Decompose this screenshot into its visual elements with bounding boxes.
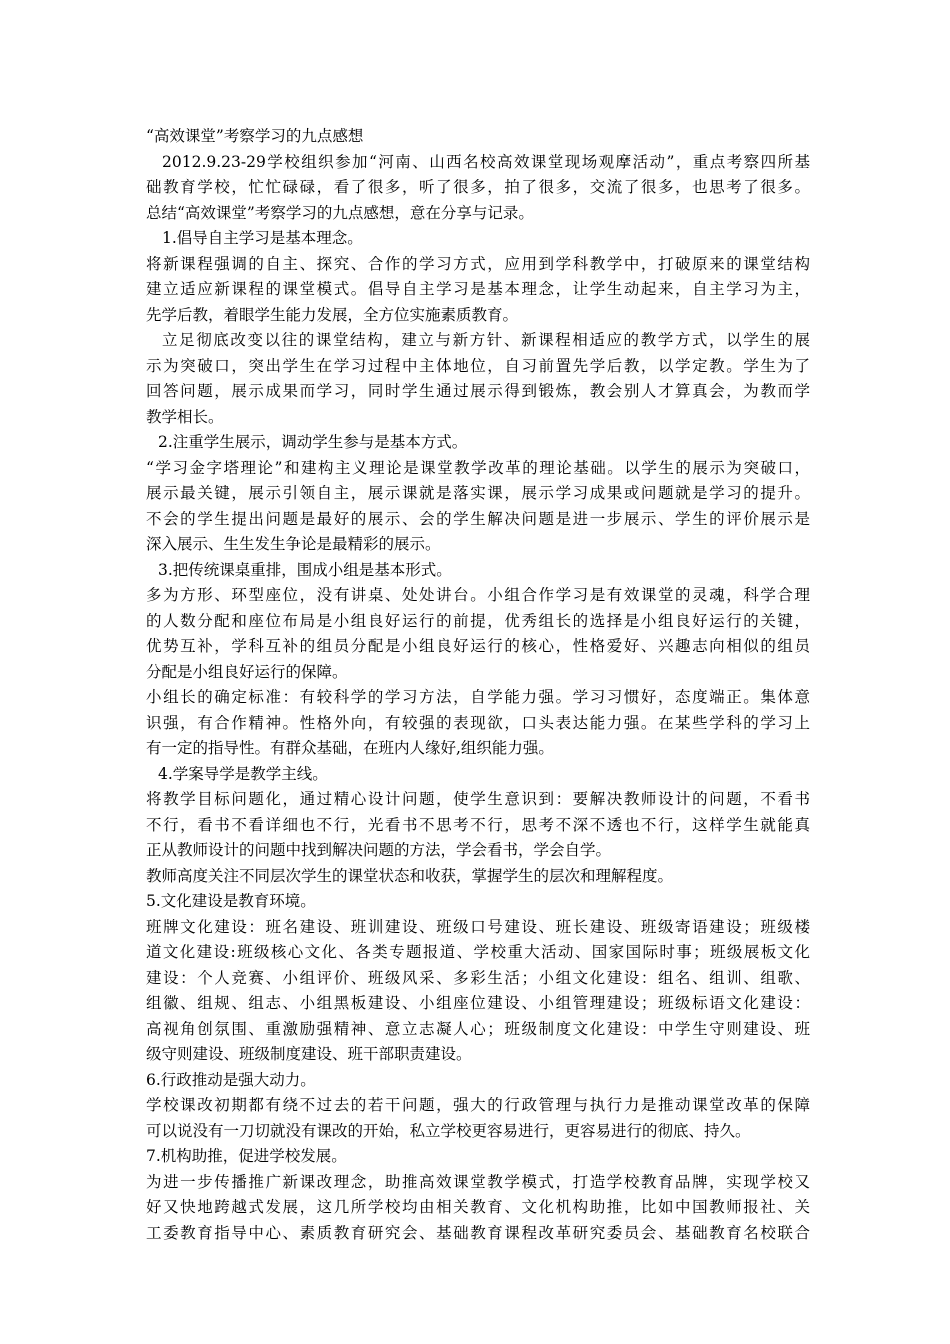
paragraph-line: 小组长的确定标准：有较科学的学习方法，自学能力强。学习习惯好，态度端正。集体意: [146, 688, 810, 706]
paragraph-line: 将新课程强调的自主、探究、合作的学习方式，应用到学科教学中，打破原来的课堂结构: [146, 254, 810, 273]
paragraph-line: 组徽、组规、组志、小组黑板建设、小组座位建设、小组管理建设；班级标语文化建设：: [146, 994, 810, 1012]
paragraph-line: 的人数分配和座位布局是小组良好运行的前提，优秀组长的选择是小组良好运行的关键，: [146, 611, 810, 630]
paragraph-line: 示为突破口，突出学生在学习过程中主体地位，自习前置先学后教，以学定教。学生为了: [146, 356, 810, 375]
section-heading: 3.把传统课桌重排，围成小组是基本形式。: [158, 560, 452, 579]
section-heading: 6.行政推动是强大动力。: [146, 1070, 316, 1089]
paragraph-line: 多为方形、环型座位，没有讲桌、处处讲台。小组合作学习是有效课堂的灵魂，科学合理: [146, 586, 810, 604]
paragraph-line: 深入展示、生生发生争论是最精彩的展示。: [146, 535, 441, 553]
paragraph-line: 础教育学校，忙忙碌碌，看了很多，听了很多，拍了很多，交流了很多，也思考了很多。: [146, 178, 810, 196]
paragraph-line: 先学后教，着眼学生能力发展，全方位实施素质教育。: [146, 305, 519, 324]
paragraph-line: 有一定的指导性。有群众基础，在班内人缘好,组织能力强。: [146, 739, 554, 757]
paragraph-line: 将教学目标问题化，通过精心设计问题，使学生意识到：要解决教师设计的问题，不看书: [146, 790, 810, 808]
paragraph-line: 优势互补，学科互补的组员分配是小组良好运行的核心，性格爱好、兴趣志向相似的组员: [146, 637, 810, 655]
section-heading: 7.机构助推，促进学校发展。: [146, 1147, 347, 1165]
paragraph-line: 教师高度关注不同层次学生的课堂状态和收获，掌握学生的层次和理解程度。: [146, 866, 674, 885]
section-heading: 1.倡导自主学习是基本理念。: [162, 229, 363, 247]
section-heading: 2.注重学生展示，调动学生参与是基本方式。: [158, 433, 468, 451]
section-heading: 5.文化建设是教育环境。: [146, 892, 316, 910]
paragraph-line: 道文化建设:班级核心文化、各类专题报道、学校重大活动、国家国际时事；班级展板文化: [146, 943, 810, 961]
paragraph-line: 为进一步传播推广新课改理念，助推高效课堂教学模式，打造学校教育品牌，实现学校又: [146, 1172, 810, 1191]
paragraph-line: 正从教师设计的问题中找到解决问题的方法，学会看书，学会自学。: [146, 841, 612, 859]
paragraph-line: 总结“高效课堂”考察学习的九点感想，意在分享与记录。: [146, 203, 534, 222]
paragraph-line: 高视角创氛围、重激励强精神、意立志凝人心；班级制度文化建设：中学生守则建设、班: [146, 1019, 810, 1038]
paragraph-line: 级守则建设、班级制度建设、班干部职责建设。: [146, 1045, 472, 1063]
paragraph-line: 展示最关键，展示引领自主，展示课就是落实课，展示学习成果或问题就是学习的提升。: [146, 484, 810, 502]
document-page: [146, 124, 810, 1246]
paragraph-line: 立足彻底改变以往的课堂结构，建立与新方针、新课程相适应的教学方式，以学生的展: [162, 331, 810, 349]
paragraph-line: 不行，看书不看详细也不行，光看书不思考不行，思考不深不透也不行，这样学生就能真: [146, 815, 810, 834]
paragraph-line: 建立适应新课程的课堂模式。倡导自主学习是基本理念，让学生动起来，自主学习为主，: [146, 280, 810, 298]
paragraph-line: 识强，有合作精神。性格外向，有较强的表现欲，口头表达能力强。在某些学科的学习上: [146, 713, 810, 732]
paragraph-line: 不会的学生提出问题是最好的展示、会的学生解决问题是进一步展示、学生的评价展示是: [146, 509, 810, 528]
paragraph-line: 分配是小组良好运行的保障。: [146, 662, 348, 681]
paragraph-line: 教学相长。: [146, 407, 224, 426]
paragraph-line: 工委教育指导中心、素质教育研究会、基础教育课程改革研究委员会、基础教育名校联合: [146, 1223, 810, 1242]
paragraph-line: 好又快地跨越式发展，这几所学校均由相关教育、文化机构助推，比如中国教师报社、关: [146, 1198, 810, 1216]
paragraph-line: 建设：个人竞赛、小组评价、班级风采、多彩生活；小组文化建设：组名、组训、组歌、: [146, 968, 810, 987]
paragraph-line: 可以说没有一刀切就没有课改的开始，私立学校更容易进行，更容易进行的彻底、持久。: [146, 1121, 751, 1140]
document-title: “高效课堂”考察学习的九点感想: [146, 127, 364, 145]
section-heading: 4.学案导学是教学主线。: [158, 764, 328, 783]
paragraph-line: “学习金字塔理论”和建构主义理论是课堂教学改革的理论基础。以学生的展示为突破口，: [146, 458, 810, 477]
paragraph-line: 2012.9.23-29学校组织参加“河南、山西名校高效课堂现场观摩活动”，重点考察四所基: [162, 152, 810, 171]
paragraph-line: 班牌文化建设：班名建设、班训建设、班级口号建设、班长建设、班级寄语建设；班级楼: [146, 917, 810, 936]
paragraph-line: 学校课改初期都有绕不过去的若干问题，强大的行政管理与执行力是推动课堂改革的保障: [146, 1096, 810, 1114]
paragraph-line: 回答问题，展示成果而学习，同时学生通过展示得到锻炼，教会别人才算真会，为教而学: [146, 382, 810, 400]
